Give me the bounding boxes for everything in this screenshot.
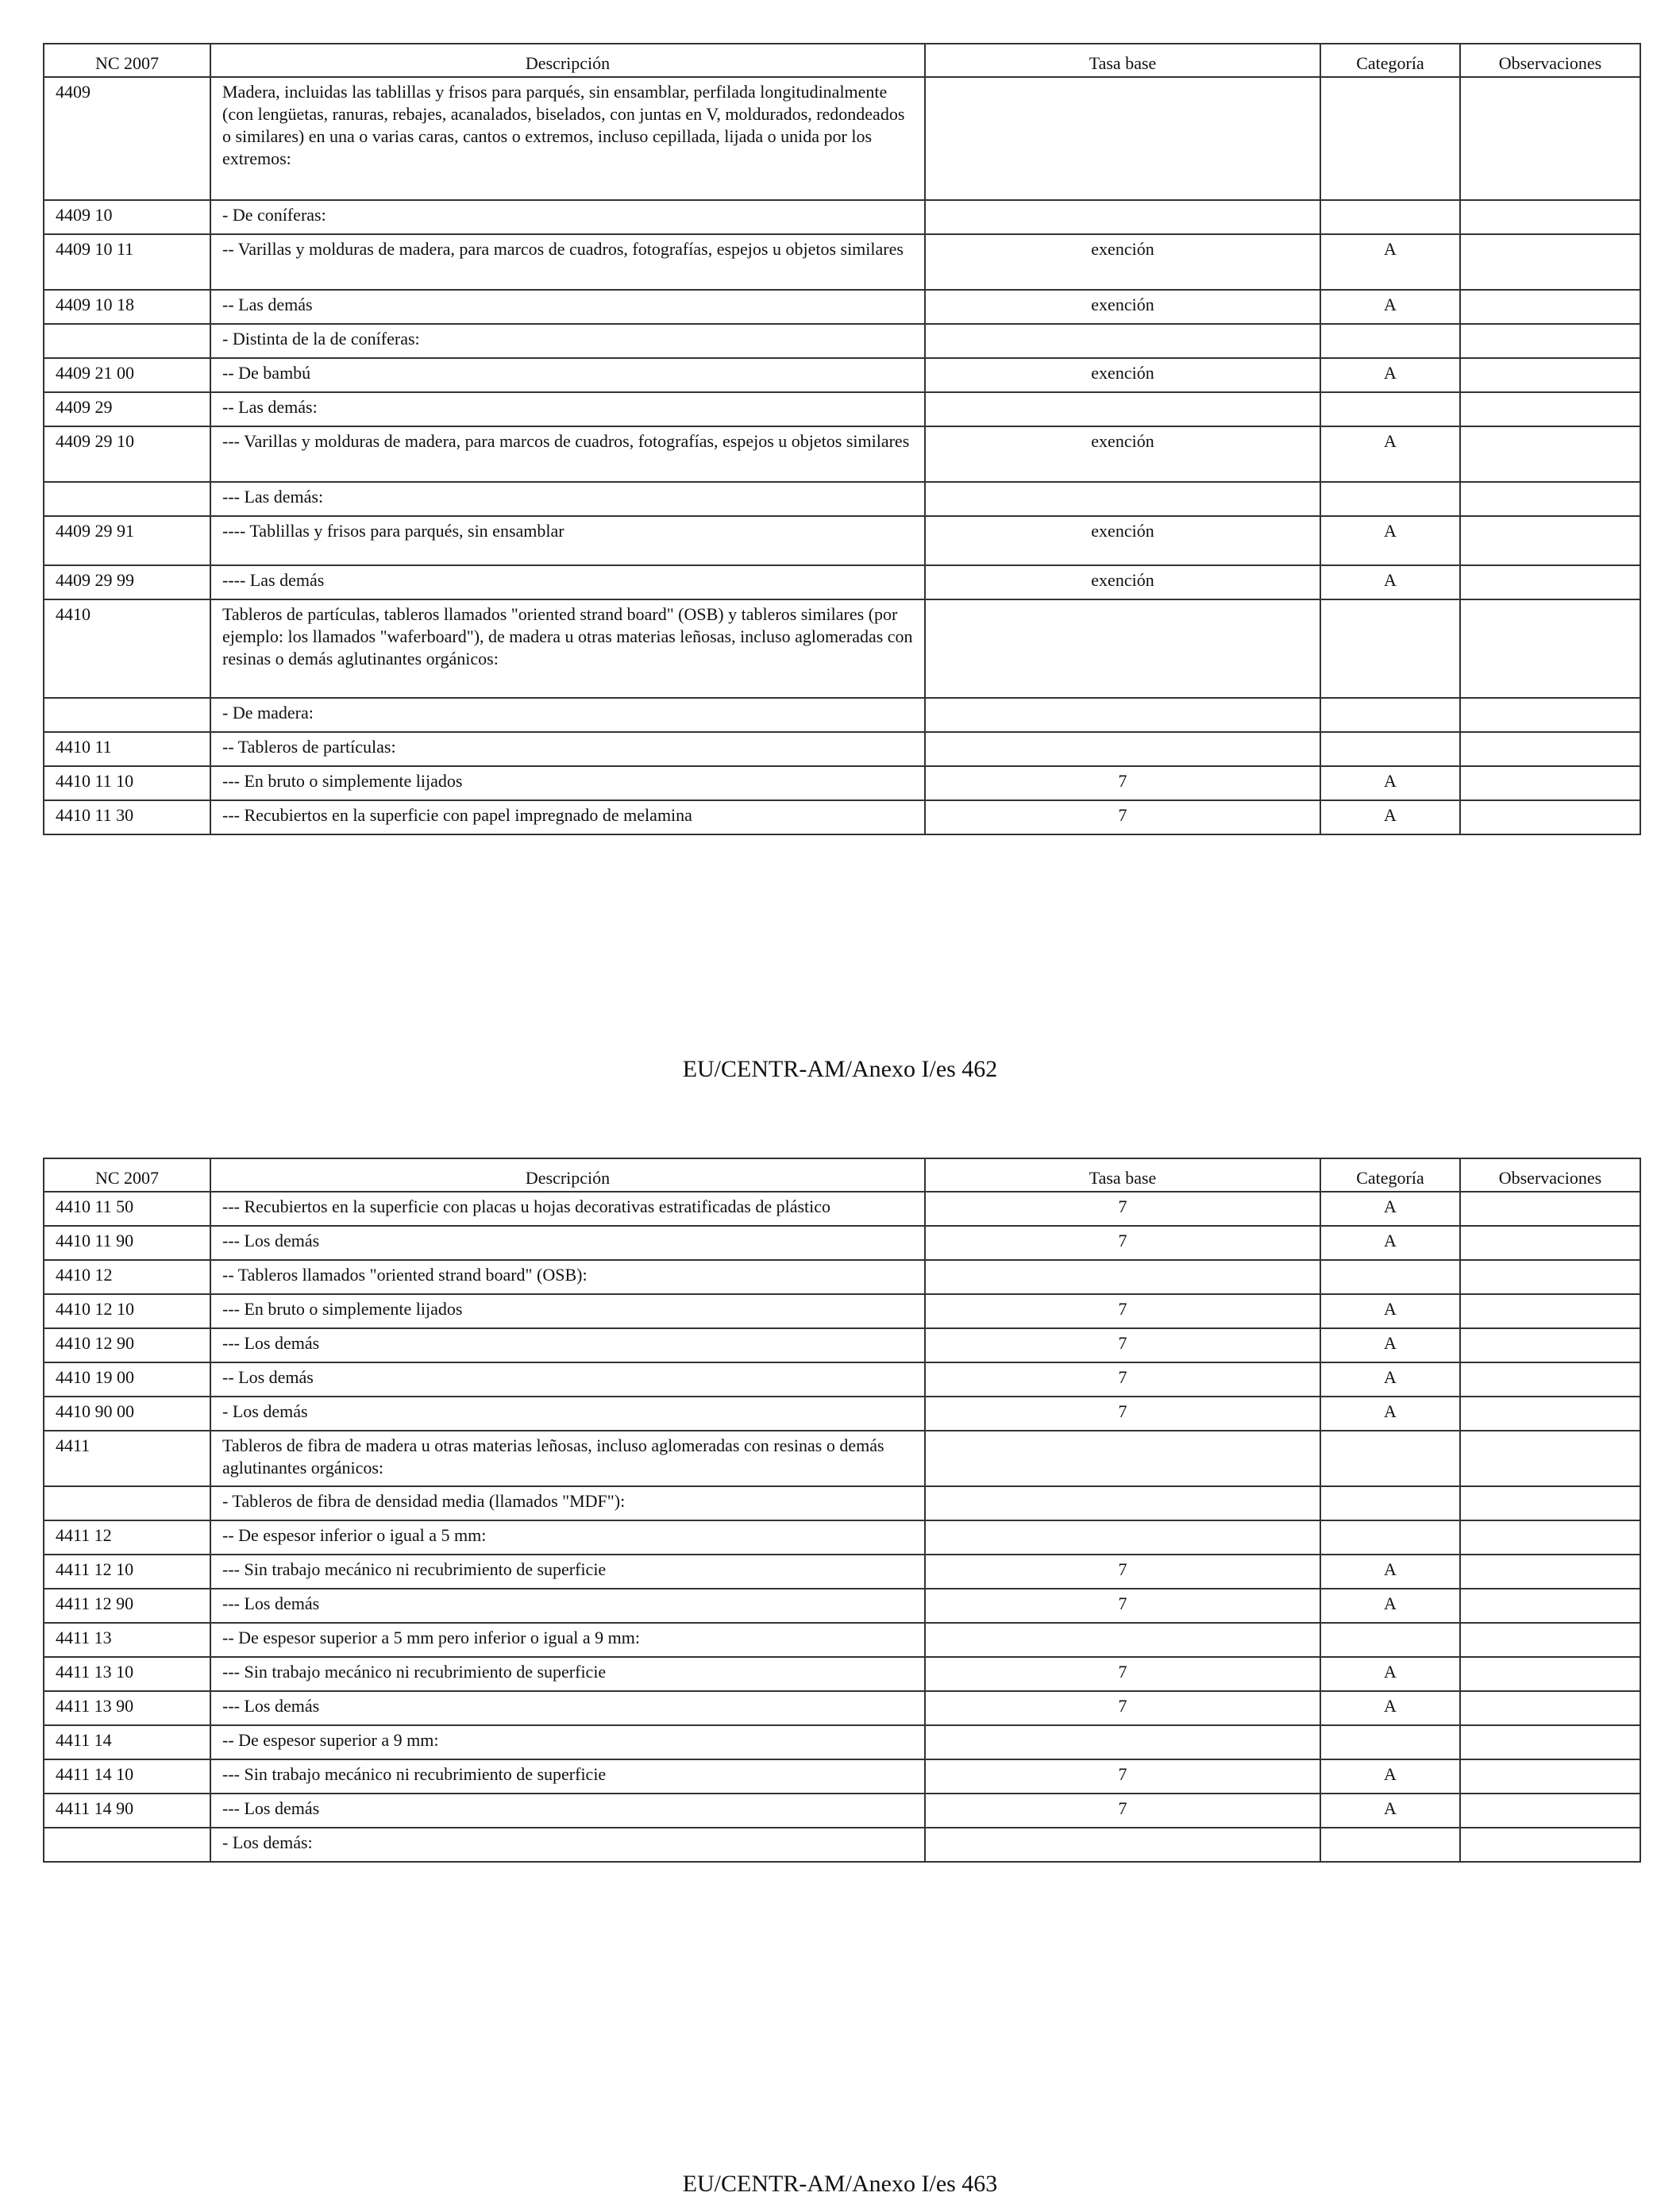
observaciones bbox=[1460, 234, 1640, 290]
tasa-base bbox=[925, 732, 1320, 766]
table-row bbox=[44, 1294, 1640, 1328]
table-row bbox=[44, 392, 1640, 426]
tasa-base bbox=[925, 1520, 1320, 1555]
tariff-table-page-463 bbox=[43, 1158, 1641, 1863]
observaciones bbox=[1460, 565, 1640, 599]
observaciones bbox=[1460, 1260, 1640, 1294]
categoria: A bbox=[1320, 234, 1460, 290]
categoria bbox=[1320, 698, 1460, 732]
description: --- Los demás bbox=[210, 1226, 925, 1260]
description: - De madera: bbox=[210, 698, 925, 732]
description: -- De espesor inferior o igual a 5 mm: bbox=[210, 1520, 925, 1555]
nc-code: 4409 29 91 bbox=[44, 516, 210, 565]
categoria: A bbox=[1320, 1759, 1460, 1794]
tasa-base: 7 bbox=[925, 800, 1320, 834]
categoria: A bbox=[1320, 1794, 1460, 1828]
observaciones bbox=[1460, 1555, 1640, 1589]
categoria bbox=[1320, 1623, 1460, 1657]
tasa-base: exención bbox=[925, 516, 1320, 565]
nc-code: 4411 13 10 bbox=[44, 1657, 210, 1691]
observaciones bbox=[1460, 1226, 1640, 1260]
table-row bbox=[44, 1362, 1640, 1397]
tasa-base: 7 bbox=[925, 1794, 1320, 1828]
observaciones bbox=[1460, 358, 1640, 392]
nc-code: 4410 11 10 bbox=[44, 766, 210, 800]
description: - De coníferas: bbox=[210, 200, 925, 234]
nc-code: 4411 12 bbox=[44, 1520, 210, 1555]
nc-code: 4411 13 bbox=[44, 1623, 210, 1657]
nc-code bbox=[44, 698, 210, 732]
nc-code: 4410 11 90 bbox=[44, 1226, 210, 1260]
description: --- Las demás: bbox=[210, 482, 925, 516]
nc-code: 4409 10 11 bbox=[44, 234, 210, 290]
categoria: A bbox=[1320, 426, 1460, 482]
observaciones bbox=[1460, 482, 1640, 516]
table-row bbox=[44, 290, 1640, 324]
table-header-row bbox=[44, 44, 1640, 77]
observaciones bbox=[1460, 516, 1640, 565]
tasa-base: exención bbox=[925, 358, 1320, 392]
description: -- Las demás bbox=[210, 290, 925, 324]
observaciones bbox=[1460, 290, 1640, 324]
description: -- Varillas y molduras de madera, para marcos de cuadros, fotografías, espejos u objetos similares bbox=[210, 234, 925, 290]
description: -- Tableros llamados "oriented strand board" (OSB): bbox=[210, 1260, 925, 1294]
tasa-base: 7 bbox=[925, 1589, 1320, 1623]
categoria: A bbox=[1320, 1192, 1460, 1226]
categoria: A bbox=[1320, 1555, 1460, 1589]
table-header-row bbox=[44, 1158, 1640, 1192]
observaciones bbox=[1460, 766, 1640, 800]
tasa-base: 7 bbox=[925, 1362, 1320, 1397]
nc-code: 4410 19 00 bbox=[44, 1362, 210, 1397]
description: --- En bruto o simplemente lijados bbox=[210, 1294, 925, 1328]
tasa-base: 7 bbox=[925, 1555, 1320, 1589]
categoria bbox=[1320, 1486, 1460, 1520]
tasa-base: 7 bbox=[925, 1192, 1320, 1226]
header-description: Descripción bbox=[210, 44, 925, 77]
tasa-base: exención bbox=[925, 234, 1320, 290]
table-row bbox=[44, 200, 1640, 234]
observaciones bbox=[1460, 1794, 1640, 1828]
table-row bbox=[44, 1623, 1640, 1657]
nc-code: 4410 90 00 bbox=[44, 1397, 210, 1431]
nc-code bbox=[44, 1486, 210, 1520]
observaciones bbox=[1460, 392, 1640, 426]
table-row bbox=[44, 1725, 1640, 1759]
observaciones bbox=[1460, 1294, 1640, 1328]
tasa-base: exención bbox=[925, 290, 1320, 324]
table-row bbox=[44, 1397, 1640, 1431]
categoria: A bbox=[1320, 800, 1460, 834]
observaciones bbox=[1460, 1828, 1640, 1862]
tariff-table-page-462 bbox=[43, 43, 1641, 835]
tasa-base bbox=[925, 1623, 1320, 1657]
header-nc: NC 2007 bbox=[44, 44, 210, 77]
description: --- Sin trabajo mecánico ni recubrimiento de superficie bbox=[210, 1759, 925, 1794]
header-nc: NC 2007 bbox=[44, 1158, 210, 1192]
description: Tableros de fibra de madera u otras materias leñosas, incluso aglomeradas con resinas o demás aglutinantes orgánicos: bbox=[210, 1431, 925, 1486]
categoria bbox=[1320, 1260, 1460, 1294]
categoria: A bbox=[1320, 1397, 1460, 1431]
observaciones bbox=[1460, 426, 1640, 482]
nc-code: 4409 10 bbox=[44, 200, 210, 234]
categoria: A bbox=[1320, 1294, 1460, 1328]
tasa-base bbox=[925, 392, 1320, 426]
observaciones bbox=[1460, 324, 1640, 358]
observaciones bbox=[1460, 1657, 1640, 1691]
table-row bbox=[44, 766, 1640, 800]
tasa-base: exención bbox=[925, 426, 1320, 482]
observaciones bbox=[1460, 1623, 1640, 1657]
tasa-base: 7 bbox=[925, 1691, 1320, 1725]
observaciones bbox=[1460, 1397, 1640, 1431]
nc-code: 4409 29 bbox=[44, 392, 210, 426]
header-observaciones: Observaciones bbox=[1460, 1158, 1640, 1192]
nc-code: 4410 11 30 bbox=[44, 800, 210, 834]
description: --- Los demás bbox=[210, 1328, 925, 1362]
tasa-base bbox=[925, 1431, 1320, 1486]
nc-code: 4409 10 18 bbox=[44, 290, 210, 324]
header-categoria: Categoría bbox=[1320, 1158, 1460, 1192]
description: - Los demás bbox=[210, 1397, 925, 1431]
categoria: A bbox=[1320, 1657, 1460, 1691]
description: ---- Tablillas y frisos para parqués, sin ensamblar bbox=[210, 516, 925, 565]
observaciones bbox=[1460, 800, 1640, 834]
description: -- De espesor superior a 5 mm pero inferior o igual a 9 mm: bbox=[210, 1623, 925, 1657]
tasa-base: 7 bbox=[925, 1294, 1320, 1328]
categoria: A bbox=[1320, 1328, 1460, 1362]
table-row bbox=[44, 1691, 1640, 1725]
table-row bbox=[44, 1260, 1640, 1294]
observaciones bbox=[1460, 1589, 1640, 1623]
nc-code: 4411 14 90 bbox=[44, 1794, 210, 1828]
tasa-base bbox=[925, 1486, 1320, 1520]
description: Madera, incluidas las tablillas y frisos para parqués, sin ensamblar, perfilada longitudinalmente (con lengüetas, ranuras, rebajes, acanalados, biselados, con juntas en V, moldurados, redondeados o similares) en una o varias caras, cantos o extremos, incluso cepillada, lijada o unida por los extremos: bbox=[210, 77, 925, 200]
categoria: A bbox=[1320, 516, 1460, 565]
tasa-base: 7 bbox=[925, 766, 1320, 800]
table-row bbox=[44, 426, 1640, 482]
observaciones bbox=[1460, 1362, 1640, 1397]
nc-code bbox=[44, 324, 210, 358]
table-row bbox=[44, 1192, 1640, 1226]
table-row bbox=[44, 698, 1640, 732]
observaciones bbox=[1460, 599, 1640, 698]
tasa-base bbox=[925, 200, 1320, 234]
observaciones bbox=[1460, 200, 1640, 234]
table-row bbox=[44, 1589, 1640, 1623]
nc-code: 4410 12 90 bbox=[44, 1328, 210, 1362]
description: - Distinta de la de coníferas: bbox=[210, 324, 925, 358]
description: - Tableros de fibra de densidad media (llamados "MDF"): bbox=[210, 1486, 925, 1520]
description: -- Los demás bbox=[210, 1362, 925, 1397]
table-row bbox=[44, 482, 1640, 516]
header-categoria: Categoría bbox=[1320, 44, 1460, 77]
nc-code: 4411 bbox=[44, 1431, 210, 1486]
nc-code: 4411 13 90 bbox=[44, 1691, 210, 1725]
observaciones bbox=[1460, 698, 1640, 732]
categoria: A bbox=[1320, 1691, 1460, 1725]
table-row bbox=[44, 800, 1640, 834]
table-row bbox=[44, 1657, 1640, 1691]
tasa-base bbox=[925, 698, 1320, 732]
categoria bbox=[1320, 77, 1460, 200]
table-row bbox=[44, 1759, 1640, 1794]
tasa-base: exención bbox=[925, 565, 1320, 599]
nc-code: 4409 29 10 bbox=[44, 426, 210, 482]
observaciones bbox=[1460, 1328, 1640, 1362]
table-row bbox=[44, 1555, 1640, 1589]
nc-code: 4409 bbox=[44, 77, 210, 200]
tasa-base bbox=[925, 1260, 1320, 1294]
table-row bbox=[44, 1486, 1640, 1520]
categoria: A bbox=[1320, 565, 1460, 599]
nc-code: 4410 12 bbox=[44, 1260, 210, 1294]
description: Tableros de partículas, tableros llamados "oriented strand board" (OSB) y tableros similares (por ejemplo: los llamados "waferboard"), de madera u otras materias leñosas, incluso aglomeradas con resinas o demás aglutinantes orgánicos: bbox=[210, 599, 925, 698]
categoria: A bbox=[1320, 358, 1460, 392]
table-row bbox=[44, 77, 1640, 200]
description: --- En bruto o simplemente lijados bbox=[210, 766, 925, 800]
nc-code: 4409 21 00 bbox=[44, 358, 210, 392]
description: --- Recubiertos en la superficie con papel impregnado de melamina bbox=[210, 800, 925, 834]
description: --- Varillas y molduras de madera, para marcos de cuadros, fotografías, espejos u objetos similares bbox=[210, 426, 925, 482]
nc-code: 4410 11 50 bbox=[44, 1192, 210, 1226]
categoria: A bbox=[1320, 290, 1460, 324]
observaciones bbox=[1460, 1691, 1640, 1725]
tasa-base bbox=[925, 1725, 1320, 1759]
table-row bbox=[44, 732, 1640, 766]
description: -- De bambú bbox=[210, 358, 925, 392]
table-row bbox=[44, 324, 1640, 358]
description: -- Las demás: bbox=[210, 392, 925, 426]
observaciones bbox=[1460, 732, 1640, 766]
description: ---- Las demás bbox=[210, 565, 925, 599]
categoria bbox=[1320, 1520, 1460, 1555]
table-row bbox=[44, 358, 1640, 392]
tasa-base: 7 bbox=[925, 1397, 1320, 1431]
observaciones bbox=[1460, 1192, 1640, 1226]
description: --- Los demás bbox=[210, 1589, 925, 1623]
table-row bbox=[44, 1226, 1640, 1260]
categoria bbox=[1320, 1431, 1460, 1486]
observaciones bbox=[1460, 1759, 1640, 1794]
description: -- Tableros de partículas: bbox=[210, 732, 925, 766]
table-row bbox=[44, 565, 1640, 599]
observaciones bbox=[1460, 1486, 1640, 1520]
header-observaciones: Observaciones bbox=[1460, 44, 1640, 77]
description: --- Los demás bbox=[210, 1691, 925, 1725]
nc-code: 4410 bbox=[44, 599, 210, 698]
observaciones bbox=[1460, 77, 1640, 200]
nc-code: 4410 11 bbox=[44, 732, 210, 766]
nc-code bbox=[44, 482, 210, 516]
nc-code: 4411 14 10 bbox=[44, 1759, 210, 1794]
tasa-base bbox=[925, 1828, 1320, 1862]
categoria: A bbox=[1320, 1226, 1460, 1260]
tasa-base: 7 bbox=[925, 1226, 1320, 1260]
table-row bbox=[44, 1828, 1640, 1862]
observaciones bbox=[1460, 1431, 1640, 1486]
nc-code: 4411 12 90 bbox=[44, 1589, 210, 1623]
categoria: A bbox=[1320, 1362, 1460, 1397]
nc-code: 4411 12 10 bbox=[44, 1555, 210, 1589]
categoria: A bbox=[1320, 1589, 1460, 1623]
page-footer-463: EU/CENTR-AM/Anexo I/es 463 bbox=[682, 2171, 998, 2197]
tasa-base: 7 bbox=[925, 1328, 1320, 1362]
tasa-base bbox=[925, 599, 1320, 698]
nc-code: 4411 14 bbox=[44, 1725, 210, 1759]
tasa-base bbox=[925, 482, 1320, 516]
description: --- Sin trabajo mecánico ni recubrimiento de superficie bbox=[210, 1555, 925, 1589]
table-row bbox=[44, 1520, 1640, 1555]
observaciones bbox=[1460, 1725, 1640, 1759]
tasa-base bbox=[925, 324, 1320, 358]
categoria bbox=[1320, 732, 1460, 766]
nc-code: 4410 12 10 bbox=[44, 1294, 210, 1328]
nc-code: 4409 29 99 bbox=[44, 565, 210, 599]
categoria bbox=[1320, 1725, 1460, 1759]
description: --- Los demás bbox=[210, 1794, 925, 1828]
categoria bbox=[1320, 392, 1460, 426]
table-row bbox=[44, 1328, 1640, 1362]
description: --- Recubiertos en la superficie con placas u hojas decorativas estratificadas de plástico bbox=[210, 1192, 925, 1226]
categoria: A bbox=[1320, 766, 1460, 800]
categoria bbox=[1320, 1828, 1460, 1862]
table-row bbox=[44, 599, 1640, 698]
categoria bbox=[1320, 482, 1460, 516]
tasa-base bbox=[925, 77, 1320, 200]
categoria bbox=[1320, 200, 1460, 234]
table-row bbox=[44, 234, 1640, 290]
categoria bbox=[1320, 599, 1460, 698]
description: - Los demás: bbox=[210, 1828, 925, 1862]
description: -- De espesor superior a 9 mm: bbox=[210, 1725, 925, 1759]
header-tasa-base: Tasa base bbox=[925, 44, 1320, 77]
page-footer-462: EU/CENTR-AM/Anexo I/es 462 bbox=[682, 1056, 998, 1082]
description: --- Sin trabajo mecánico ni recubrimiento de superficie bbox=[210, 1657, 925, 1691]
nc-code bbox=[44, 1828, 210, 1862]
tasa-base: 7 bbox=[925, 1657, 1320, 1691]
observaciones bbox=[1460, 1520, 1640, 1555]
table-row bbox=[44, 1794, 1640, 1828]
categoria bbox=[1320, 324, 1460, 358]
table-row bbox=[44, 516, 1640, 565]
header-tasa-base: Tasa base bbox=[925, 1158, 1320, 1192]
table-row bbox=[44, 1431, 1640, 1486]
tasa-base: 7 bbox=[925, 1759, 1320, 1794]
header-description: Descripción bbox=[210, 1158, 925, 1192]
